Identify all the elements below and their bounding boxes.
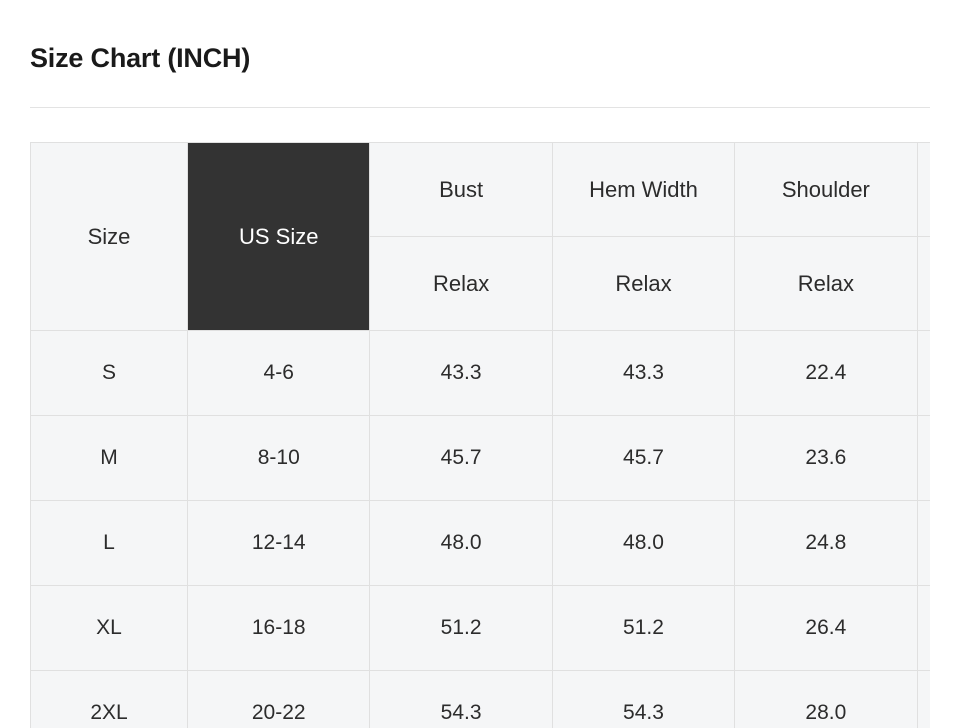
header-sub-overflow (917, 237, 930, 331)
cell-bust: 51.2 (370, 586, 552, 671)
cell-hem-width: 54.3 (552, 671, 734, 728)
cell-us-size: 12-14 (188, 501, 370, 586)
cell-overflow (917, 331, 930, 416)
cell-size: M (31, 416, 188, 501)
cell-us-size: 16-18 (188, 586, 370, 671)
cell-shoulder: 26.4 (735, 586, 917, 671)
cell-us-size: 4-6 (188, 331, 370, 416)
cell-bust: 54.3 (370, 671, 552, 728)
header-sub-shoulder: Relax (735, 237, 917, 331)
cell-hem-width: 43.3 (552, 331, 734, 416)
header-sub-bust: Relax (370, 237, 552, 331)
cell-bust: 48.0 (370, 501, 552, 586)
page-title: Size Chart (INCH) (30, 43, 251, 73)
cell-size: XL (31, 586, 188, 671)
header-size: Size (31, 143, 188, 331)
title-divider (30, 107, 930, 108)
cell-hem-width: 51.2 (552, 586, 734, 671)
header-group-overflow (917, 143, 930, 237)
cell-bust: 45.7 (370, 416, 552, 501)
header-group-hem-width: Hem Width (552, 143, 734, 237)
cell-us-size: 8-10 (188, 416, 370, 501)
cell-hem-width: 48.0 (552, 501, 734, 586)
header-group-bust: Bust (370, 143, 552, 237)
table-row (31, 331, 931, 416)
table-row (31, 501, 931, 586)
cell-size: L (31, 501, 188, 586)
cell-shoulder: 24.8 (735, 501, 917, 586)
cell-shoulder: 23.6 (735, 416, 917, 501)
cell-overflow (917, 501, 930, 586)
cell-shoulder: 28.0 (735, 671, 917, 728)
cell-size: 2XL (31, 671, 188, 728)
table-header (31, 143, 931, 331)
cell-overflow (917, 586, 930, 671)
table-row (31, 416, 931, 501)
size-chart-table-wrapper (30, 142, 930, 728)
cell-shoulder: 22.4 (735, 331, 917, 416)
table-row (31, 586, 931, 671)
size-chart-table (30, 142, 930, 728)
cell-hem-width: 45.7 (552, 416, 734, 501)
cell-overflow (917, 416, 930, 501)
cell-bust: 43.3 (370, 331, 552, 416)
header-sub-hem-width: Relax (552, 237, 734, 331)
cell-overflow (917, 671, 930, 728)
header-us-size: US Size (188, 143, 370, 331)
table-body (31, 331, 931, 728)
cell-size: S (31, 331, 188, 416)
header-group-shoulder: Shoulder (735, 143, 917, 237)
header-row-group (31, 143, 931, 237)
table-row (31, 671, 931, 728)
cell-us-size: 20-22 (188, 671, 370, 728)
